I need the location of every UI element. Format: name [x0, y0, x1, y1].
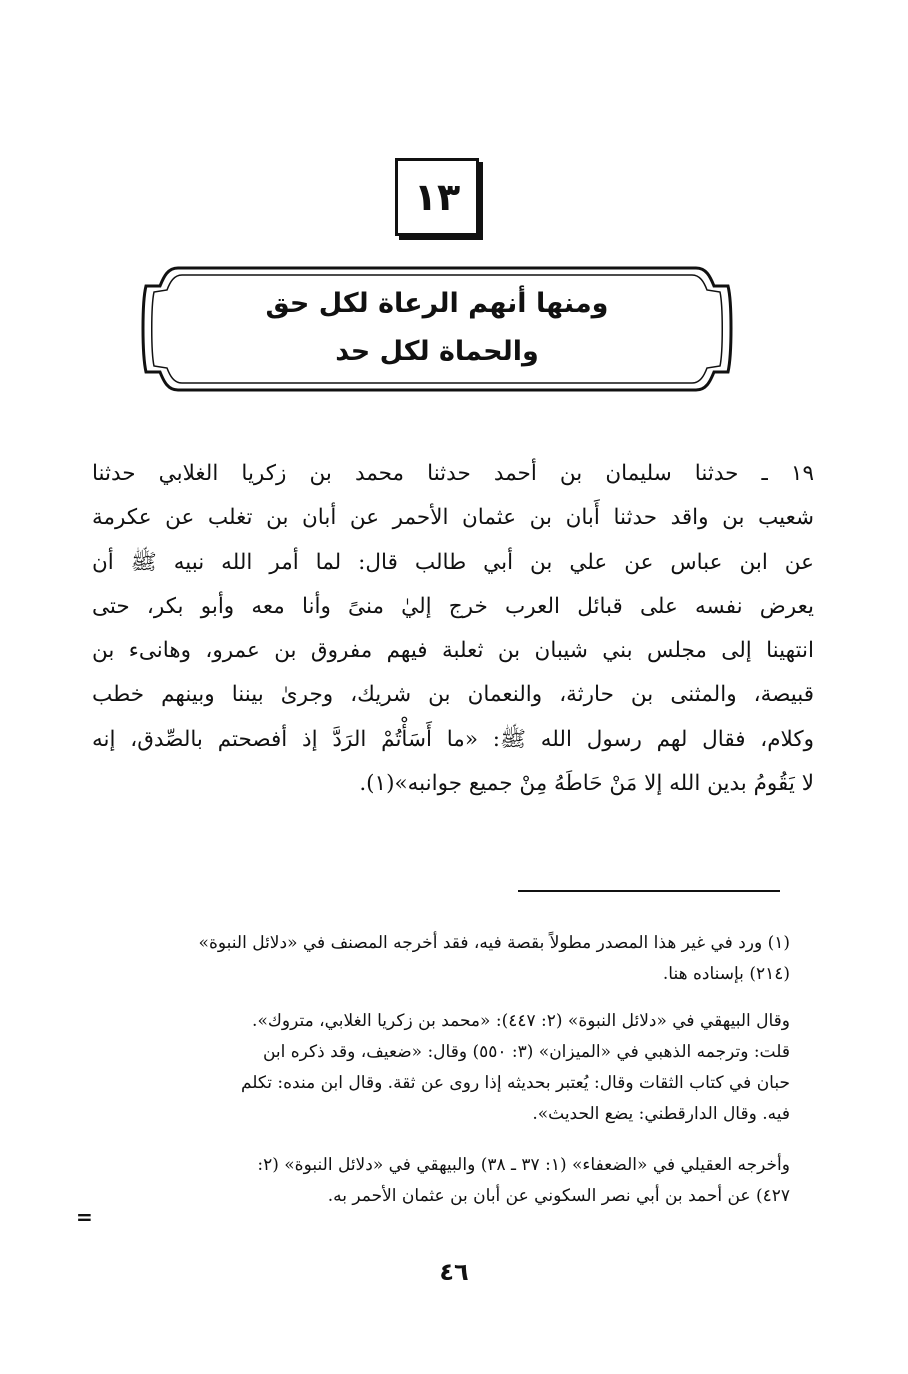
footnote-line: (١) ورد في غير هذا المصدر مطولاً بقصة فيه، فقد أخرجه المصنف في «دلائل النبوة»	[198, 933, 790, 953]
body-line: يعرض نفسه على قبائل العرب خرج إليٰ منىً وأنا معه وأبو بكر، حتى	[92, 593, 814, 619]
body-line: لا يَقُومُ بدين الله إلا مَنْ حَاطَهُ مِنْ جميع جوانبه»(١).	[359, 771, 814, 797]
title-line-1: ومنها أنهم الرعاة لكل حق	[265, 288, 609, 319]
footnote-divider	[518, 890, 780, 892]
footnote-line: (٢١٤) بإسناده هنا.	[662, 964, 790, 984]
footnote-paragraph-3	[90, 1150, 790, 1212]
footnote-paragraph-2	[90, 1006, 790, 1130]
title-line-2: والحماة لكل حد	[335, 336, 539, 367]
footnote-1	[90, 928, 790, 990]
footnote-line: ٤٢٧) عن أحمد بن أبي نصر السكوني عن أبان بن عثمان الأحمر به.	[327, 1186, 790, 1206]
page-number: ٤٦	[439, 1258, 469, 1286]
body-line: عن ابن عباس عن علي بن أبي طالب قال: لما أمر الله نبيه ﷺ أن	[92, 549, 814, 575]
footnote-line: فيه. وقال الدارقطني: يضع الحديث».	[532, 1104, 790, 1124]
body-line: ١٩ ـ حدثنا سليمان بن أحمد حدثنا محمد بن زكريا الغلابي حدثنا	[92, 461, 814, 486]
footnote-line: وأخرجه العقيلي في «الضعفاء» (١: ٣٧ ـ ٣٨) والبيهقي في «دلائل النبوة» (٢:	[257, 1155, 790, 1175]
chapter-number-box	[395, 158, 479, 236]
body-line: قبيصة، والمثنى بن حارثة، والنعمان بن شريك، وجرىٰ بيننا وبينهم خطب	[92, 682, 814, 708]
footnote-line: وقال البيهقي في «دلائل النبوة» (٢: ٤٤٧): «محمد بن زكريا الغلابي، متروك».	[252, 1011, 790, 1031]
chapter-number: ١٣	[413, 175, 461, 219]
body-line: شعيب بن واقد حدثنا أَبان بن عثمان الأحمر عن أبان بن تغلب عن عكرمة	[92, 505, 814, 531]
chapter-title	[138, 280, 736, 376]
title-frame	[138, 262, 736, 396]
body-line: انتهينا إلى مجلس بني شيبان بن ثعلبة فيهم مفروق بن عمرو، وهانىء بن	[92, 638, 814, 664]
footnote-line: حبان في كتاب الثقات وقال: يُعتبر بحديثه إذا روى عن ثقة. وقال ابن منده: تكلم	[240, 1073, 790, 1093]
hadith-text	[92, 452, 814, 806]
continuation-mark: =	[76, 1205, 93, 1229]
body-line: وكلام، فقال لهم رسول الله ﷺ: «ما أَسَأْتُمْ الرَدَّ إذ أفصحتم بالصِّدق، إنه	[92, 726, 814, 752]
footnote-line: قلت: وترجمه الذهبي في «الميزان» (٣: ٥٥٠) وقال: «ضعيف، وقد ذكره ابن	[262, 1042, 790, 1062]
